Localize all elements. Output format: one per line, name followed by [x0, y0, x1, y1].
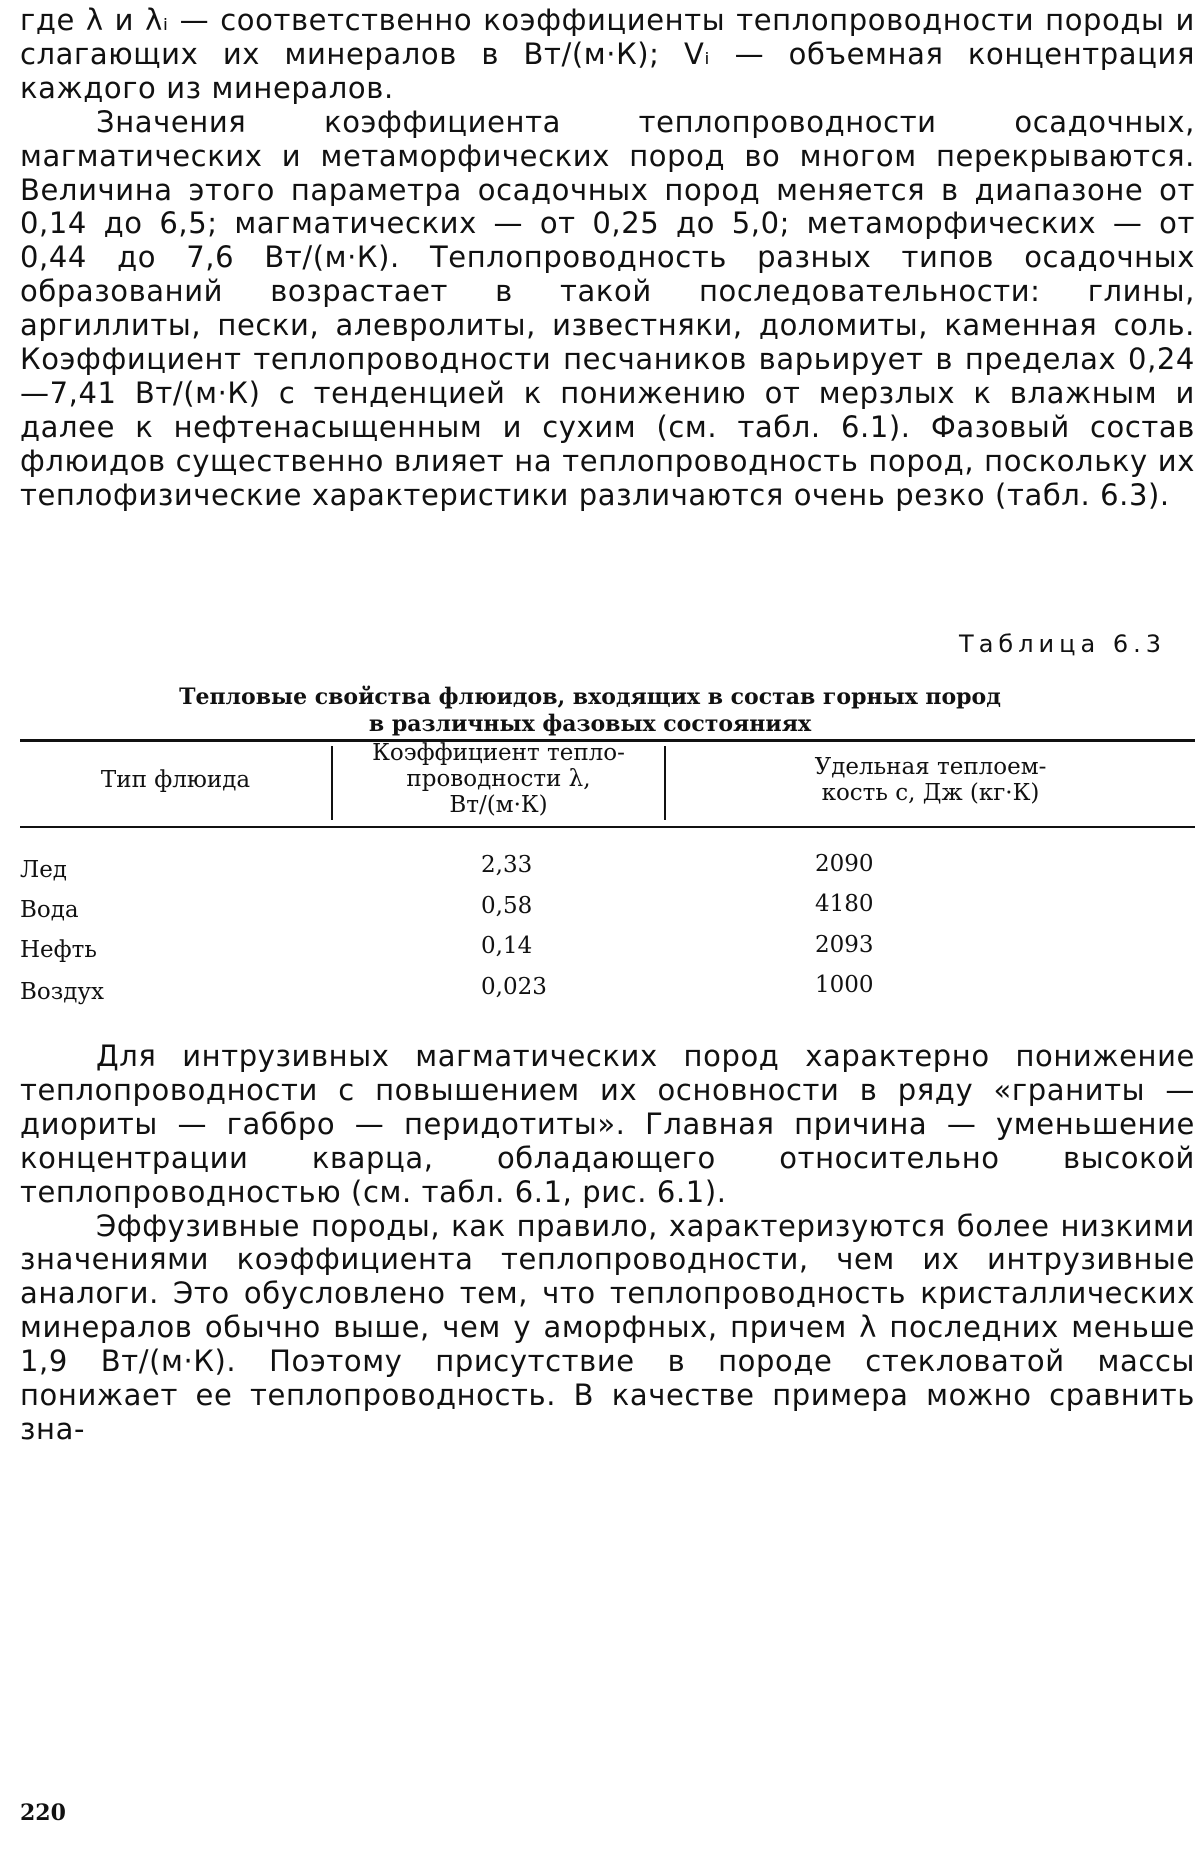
header-heat-capacity: Удельная теплоем- кость c, Дж (кг·К)	[814, 754, 1047, 806]
cell-heat-capacity: 4180	[815, 891, 874, 917]
paragraph-effusive-rocks: Эффузивные породы, как правило, характеризуются более низкими значениями коэффициента теплопроводности, чем их интрузивные аналоги. Это обусловлено тем, что теплопроводность кристаллических минералов обычно выше, чем у аморфных, причем λ последних меньше 1,9 Вт/(м·К). Поэтому присутствие в породе стекловатой массы понижает ее теплопроводность. В качестве примера можно сравнить зна-	[20, 1208, 1195, 1446]
table-caption-line1: Тепловые свойства флюидов, входящих в состав горных пород	[179, 684, 1001, 710]
header-conductivity: Коэффициент тепло- проводности λ, Вт/(м·К)	[372, 740, 625, 818]
paragraph-formula-explanation: где λ и λᵢ — соответственно коэффициенты теплопроводности породы и слагающих их минералов в Вт/(м·К); Vᵢ — объемная концентрация каждого из минералов.	[20, 3, 1195, 105]
cell-heat-capacity: 2090	[815, 851, 874, 877]
text-block-top	[20, 4, 1195, 513]
paragraph-intrusive-rocks: Для интрузивных магматических пород характерно понижение теплопроводности с повышением их основности в ряду «граниты — диориты — габбро — перидотиты». Главная причина — уменьшение концентрации кварца, обладающего относительно высокой теплопроводностью (см. табл. 6.1, рис. 6.1).	[20, 1039, 1195, 1209]
cell-fluid: Лед	[20, 857, 67, 883]
header-fluid-type: Тип флюида	[100, 767, 251, 793]
cell-heat-capacity: 1000	[815, 972, 874, 998]
cell-fluid: Вода	[20, 897, 79, 923]
table-label: Таблица 6.3	[959, 630, 1166, 658]
cell-fluid: Нефть	[20, 937, 97, 963]
cell-heat-capacity: 2093	[815, 932, 874, 958]
table-caption-line2: в различных фазовых состояниях	[368, 711, 812, 737]
page-number: 220	[20, 1800, 66, 1826]
table-header-rule	[20, 826, 1195, 828]
table-caption	[100, 684, 1080, 738]
cell-conductivity: 0,14	[481, 933, 533, 959]
cell-conductivity: 0,023	[481, 974, 547, 1000]
cell-conductivity: 0,58	[481, 893, 533, 919]
cell-fluid: Воздух	[20, 979, 104, 1005]
text-block-bottom	[20, 1040, 1195, 1447]
paragraph-conductivity-ranges: Значения коэффициента теплопроводности осадочных, магматических и метаморфических пород во многом перекрываются. Величина этого параметра осадочных пород меняется в диапазоне от 0,14 до 6,5; магматических — от 0,25 до 5,0; метаморфических — от 0,44 до 7,6 Вт/(м·К). Теплопроводность разных типов осадочных образований возрастает в такой последовательности: глины, аргиллиты, пески, алевролиты, известняки, доломиты, каменная соль. Коэффициент теплопроводности песчаников варьирует в пределах 0,24—7,41 Вт/(м·К) с тенденцией к понижению от мерзлых к влажным и далее к нефтенасыщенным и сухим (см. табл. 6.1). Фазовый состав флюидов существенно влияет на теплопроводность пород, поскольку их теплофизические характеристики различаются очень резко (табл. 6.3).	[20, 104, 1195, 512]
cell-conductivity: 2,33	[481, 852, 533, 878]
